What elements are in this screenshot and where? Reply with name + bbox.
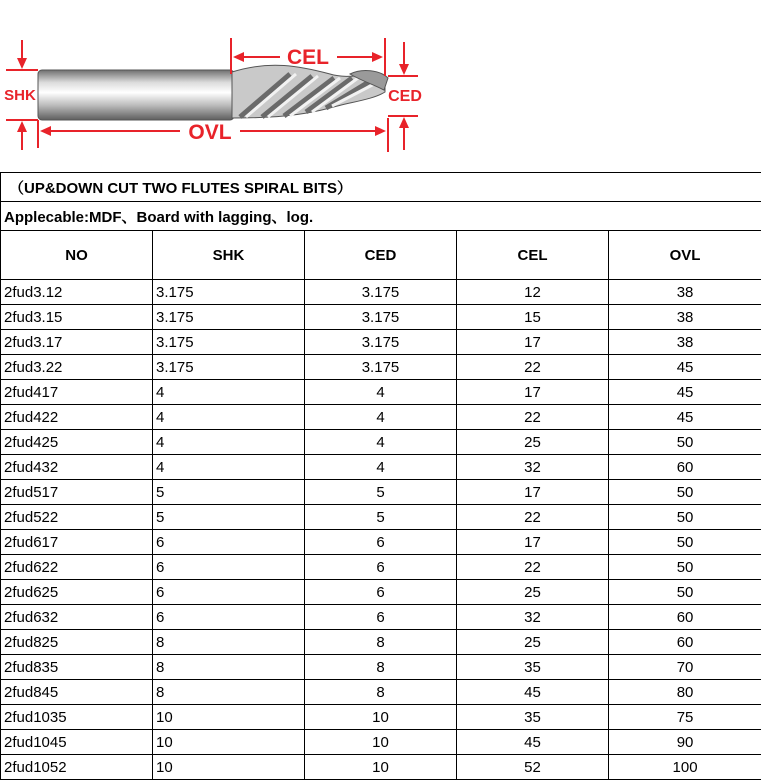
table-row: [1, 405, 761, 430]
router-bit-diagram: [0, 0, 761, 172]
cell-ced: 6: [305, 555, 457, 580]
header-cel: CEL: [457, 231, 609, 280]
cell-cel: 22: [457, 405, 609, 430]
cell-no: 2fud417: [1, 380, 153, 405]
table-row: [1, 655, 761, 680]
cell-no: 2fud1052: [1, 755, 153, 780]
cell-ovl: 50: [609, 580, 761, 605]
cell-ced: 4: [305, 405, 457, 430]
cell-ovl: 70: [609, 655, 761, 680]
cell-ced: 3.175: [305, 280, 457, 305]
cell-ovl: 90: [609, 730, 761, 755]
cell-ovl: 38: [609, 330, 761, 355]
cell-shk: 6: [153, 605, 305, 630]
cell-no: 2fud617: [1, 530, 153, 555]
cell-ovl: 50: [609, 555, 761, 580]
cell-ced: 6: [305, 605, 457, 630]
cell-no: 2fud3.22: [1, 355, 153, 380]
ced-dimension: [388, 42, 422, 150]
cell-ced: 5: [305, 505, 457, 530]
cell-shk: 5: [153, 505, 305, 530]
cell-no: 2fud3.15: [1, 305, 153, 330]
cell-ced: 8: [305, 630, 457, 655]
cell-shk: 6: [153, 555, 305, 580]
cell-ovl: 50: [609, 430, 761, 455]
cell-ovl: 60: [609, 605, 761, 630]
cell-ovl: 45: [609, 405, 761, 430]
cell-shk: 8: [153, 680, 305, 705]
cell-shk: 3.175: [153, 280, 305, 305]
table-row: [1, 555, 761, 580]
cell-ovl: 60: [609, 630, 761, 655]
cell-ced: 5: [305, 480, 457, 505]
cell-shk: 10: [153, 730, 305, 755]
cell-cel: 17: [457, 380, 609, 405]
table-row: [1, 755, 761, 780]
cell-cel: 22: [457, 355, 609, 380]
cell-no: 2fud632: [1, 605, 153, 630]
cell-ovl: 80: [609, 680, 761, 705]
cell-ovl: 50: [609, 505, 761, 530]
cell-cel: 32: [457, 605, 609, 630]
cell-ced: 4: [305, 380, 457, 405]
cell-cel: 35: [457, 655, 609, 680]
cell-cel: 32: [457, 455, 609, 480]
cell-shk: 3.175: [153, 305, 305, 330]
table-row: [1, 730, 761, 755]
cell-no: 2fud1045: [1, 730, 153, 755]
cell-no: 2fud422: [1, 405, 153, 430]
cell-no: 2fud825: [1, 630, 153, 655]
table-row: [1, 330, 761, 355]
table-row: [1, 530, 761, 555]
cell-cel: 45: [457, 730, 609, 755]
cell-no: 2fud3.17: [1, 330, 153, 355]
table-row: [1, 605, 761, 630]
table-row: [1, 455, 761, 480]
cell-shk: 3.175: [153, 330, 305, 355]
table-title: （UP&DOWN CUT TWO FLUTES SPIRAL BITS）: [1, 173, 761, 202]
cell-ovl: 50: [609, 480, 761, 505]
cell-shk: 4: [153, 380, 305, 405]
cell-shk: 6: [153, 580, 305, 605]
cell-shk: 8: [153, 630, 305, 655]
header-shk: SHK: [153, 231, 305, 280]
cell-cel: 17: [457, 480, 609, 505]
cel-label: CEL: [287, 46, 329, 69]
shk-label: SHK: [4, 87, 36, 104]
cell-shk: 10: [153, 705, 305, 730]
cell-shk: 5: [153, 480, 305, 505]
cell-ced: 3.175: [305, 330, 457, 355]
cell-cel: 15: [457, 305, 609, 330]
cell-cel: 52: [457, 755, 609, 780]
table-row: [1, 580, 761, 605]
cell-ced: 3.175: [305, 355, 457, 380]
table-row: [1, 355, 761, 380]
table-row: [1, 280, 761, 305]
table-row: [1, 380, 761, 405]
cell-cel: 45: [457, 680, 609, 705]
cell-ced: 4: [305, 455, 457, 480]
cell-shk: 4: [153, 405, 305, 430]
header-ovl: OVL: [609, 231, 761, 280]
cell-shk: 4: [153, 455, 305, 480]
cell-ovl: 38: [609, 280, 761, 305]
shk-dimension: [4, 40, 38, 150]
cell-no: 2fud522: [1, 505, 153, 530]
cell-shk: 4: [153, 430, 305, 455]
cell-no: 2fud3.12: [1, 280, 153, 305]
table-row: [1, 305, 761, 330]
cell-cel: 22: [457, 555, 609, 580]
header-ced: CED: [305, 231, 457, 280]
cell-ovl: 75: [609, 705, 761, 730]
cell-ced: 3.175: [305, 305, 457, 330]
header-row: [1, 231, 761, 280]
table-row: [1, 680, 761, 705]
cell-ovl: 45: [609, 380, 761, 405]
table-body: [1, 280, 761, 780]
cell-shk: 10: [153, 755, 305, 780]
cell-no: 2fud625: [1, 580, 153, 605]
cell-no: 2fud622: [1, 555, 153, 580]
cell-cel: 12: [457, 280, 609, 305]
ovl-label: OVL: [188, 121, 232, 144]
table-row: [1, 505, 761, 530]
cell-shk: 3.175: [153, 355, 305, 380]
cell-ovl: 45: [609, 355, 761, 380]
cell-no: 2fud432: [1, 455, 153, 480]
cell-shk: 8: [153, 655, 305, 680]
applicable-row: [1, 202, 761, 231]
header-no: NO: [1, 231, 153, 280]
cell-ced: 4: [305, 430, 457, 455]
cell-no: 2fud517: [1, 480, 153, 505]
cell-cel: 25: [457, 630, 609, 655]
cell-no: 2fud425: [1, 430, 153, 455]
cell-cel: 25: [457, 580, 609, 605]
cell-cel: 17: [457, 530, 609, 555]
table-row: [1, 705, 761, 730]
cell-ced: 6: [305, 530, 457, 555]
table-title-row: [1, 173, 761, 202]
cell-ced: 6: [305, 580, 457, 605]
cell-ced: 8: [305, 680, 457, 705]
ced-label: CED: [388, 88, 422, 105]
cell-cel: 25: [457, 430, 609, 455]
cell-ovl: 60: [609, 455, 761, 480]
cell-shk: 6: [153, 530, 305, 555]
cell-no: 2fud835: [1, 655, 153, 680]
applicable-text: Applecable:MDF、Board with lagging、log.: [1, 202, 761, 231]
cell-ovl: 38: [609, 305, 761, 330]
table-row: [1, 480, 761, 505]
spec-table: [0, 172, 761, 780]
cell-ced: 10: [305, 705, 457, 730]
cell-no: 2fud1035: [1, 705, 153, 730]
cell-cel: 22: [457, 505, 609, 530]
cell-cel: 17: [457, 330, 609, 355]
cell-no: 2fud845: [1, 680, 153, 705]
cell-ced: 10: [305, 755, 457, 780]
cell-ovl: 100: [609, 755, 761, 780]
cell-ced: 8: [305, 655, 457, 680]
bit-flutes: [232, 65, 388, 118]
ovl-dimension: [38, 118, 388, 152]
table-row: [1, 630, 761, 655]
bit-shank: [38, 70, 234, 120]
cell-cel: 35: [457, 705, 609, 730]
cell-ovl: 50: [609, 530, 761, 555]
cell-ced: 10: [305, 730, 457, 755]
table-row: [1, 430, 761, 455]
